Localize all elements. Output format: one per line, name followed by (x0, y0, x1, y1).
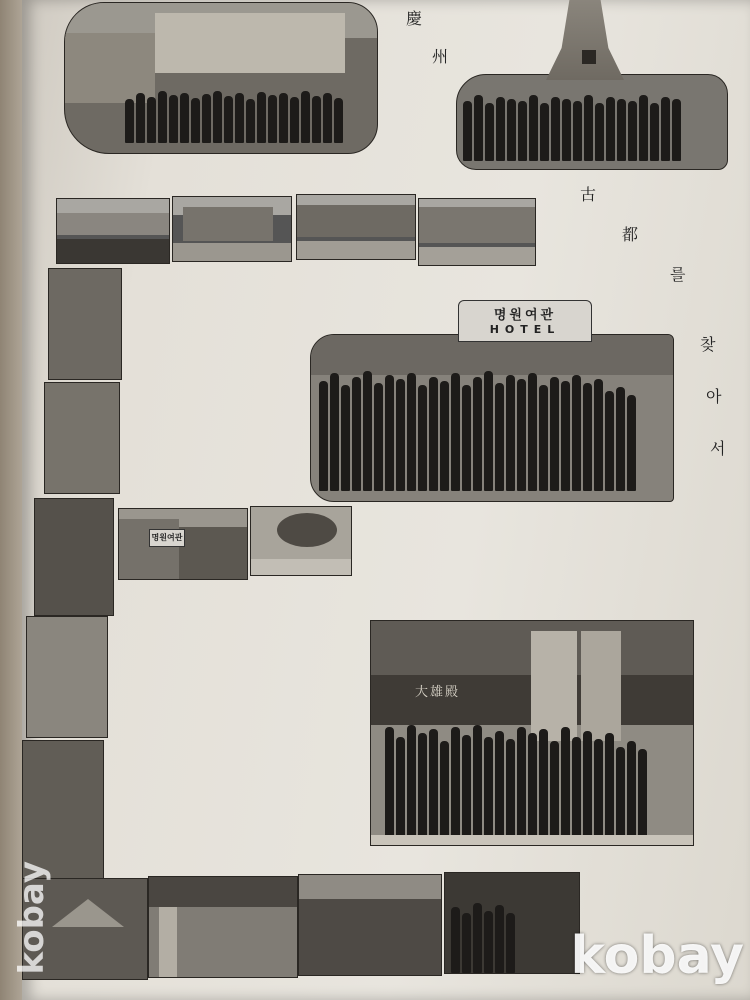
photo-left-strip-3 (34, 498, 114, 616)
photo-hotel-group (310, 334, 674, 502)
photo-stone-tower-group (456, 74, 728, 170)
caption-char-1: 慶 (406, 9, 423, 28)
photo-left-strip-4 (26, 616, 108, 738)
photo-bottom-pagoda (148, 876, 298, 978)
hotel-sign-english: HOTEL (489, 323, 561, 336)
watermark-brand: kobay (570, 926, 744, 986)
photo-left-strip-1 (48, 268, 122, 380)
hotel-sign-korean: 명원여관 (493, 308, 557, 323)
photo-bottom-trees (298, 874, 442, 976)
photo-bottom-group-dark (444, 872, 580, 974)
photo-left-strip-5 (22, 740, 104, 880)
album-page (22, 0, 750, 1000)
caption-char-5: 를 (670, 265, 686, 284)
hotel-sign (458, 300, 592, 342)
photo-stone-stairs-group (64, 2, 378, 154)
caption-char-2: 州 (432, 47, 449, 66)
photo-building-4 (418, 198, 536, 266)
caption-char-8: 서 (710, 439, 726, 458)
photo-temple-gate-group (370, 620, 694, 846)
photo-left-strip-2 (44, 382, 120, 494)
photo-stone-tower (546, 0, 624, 80)
photo-building-3 (296, 194, 416, 260)
photo-tree-garden (250, 506, 352, 576)
watermark-side: kobay (12, 860, 52, 974)
caption-char-3: 古 (580, 185, 597, 204)
caption-char-7: 아 (706, 387, 722, 406)
photo-hotel-building-small (118, 508, 248, 580)
photo-building-1 (56, 198, 170, 264)
gate-plaque: 大雄殿 (415, 685, 461, 700)
photo-building-2 (172, 196, 292, 262)
caption-char-6: 찾 (700, 335, 716, 354)
hotel-sign-small: 명원여관 (149, 529, 185, 547)
caption-char-4: 都 (622, 225, 639, 244)
